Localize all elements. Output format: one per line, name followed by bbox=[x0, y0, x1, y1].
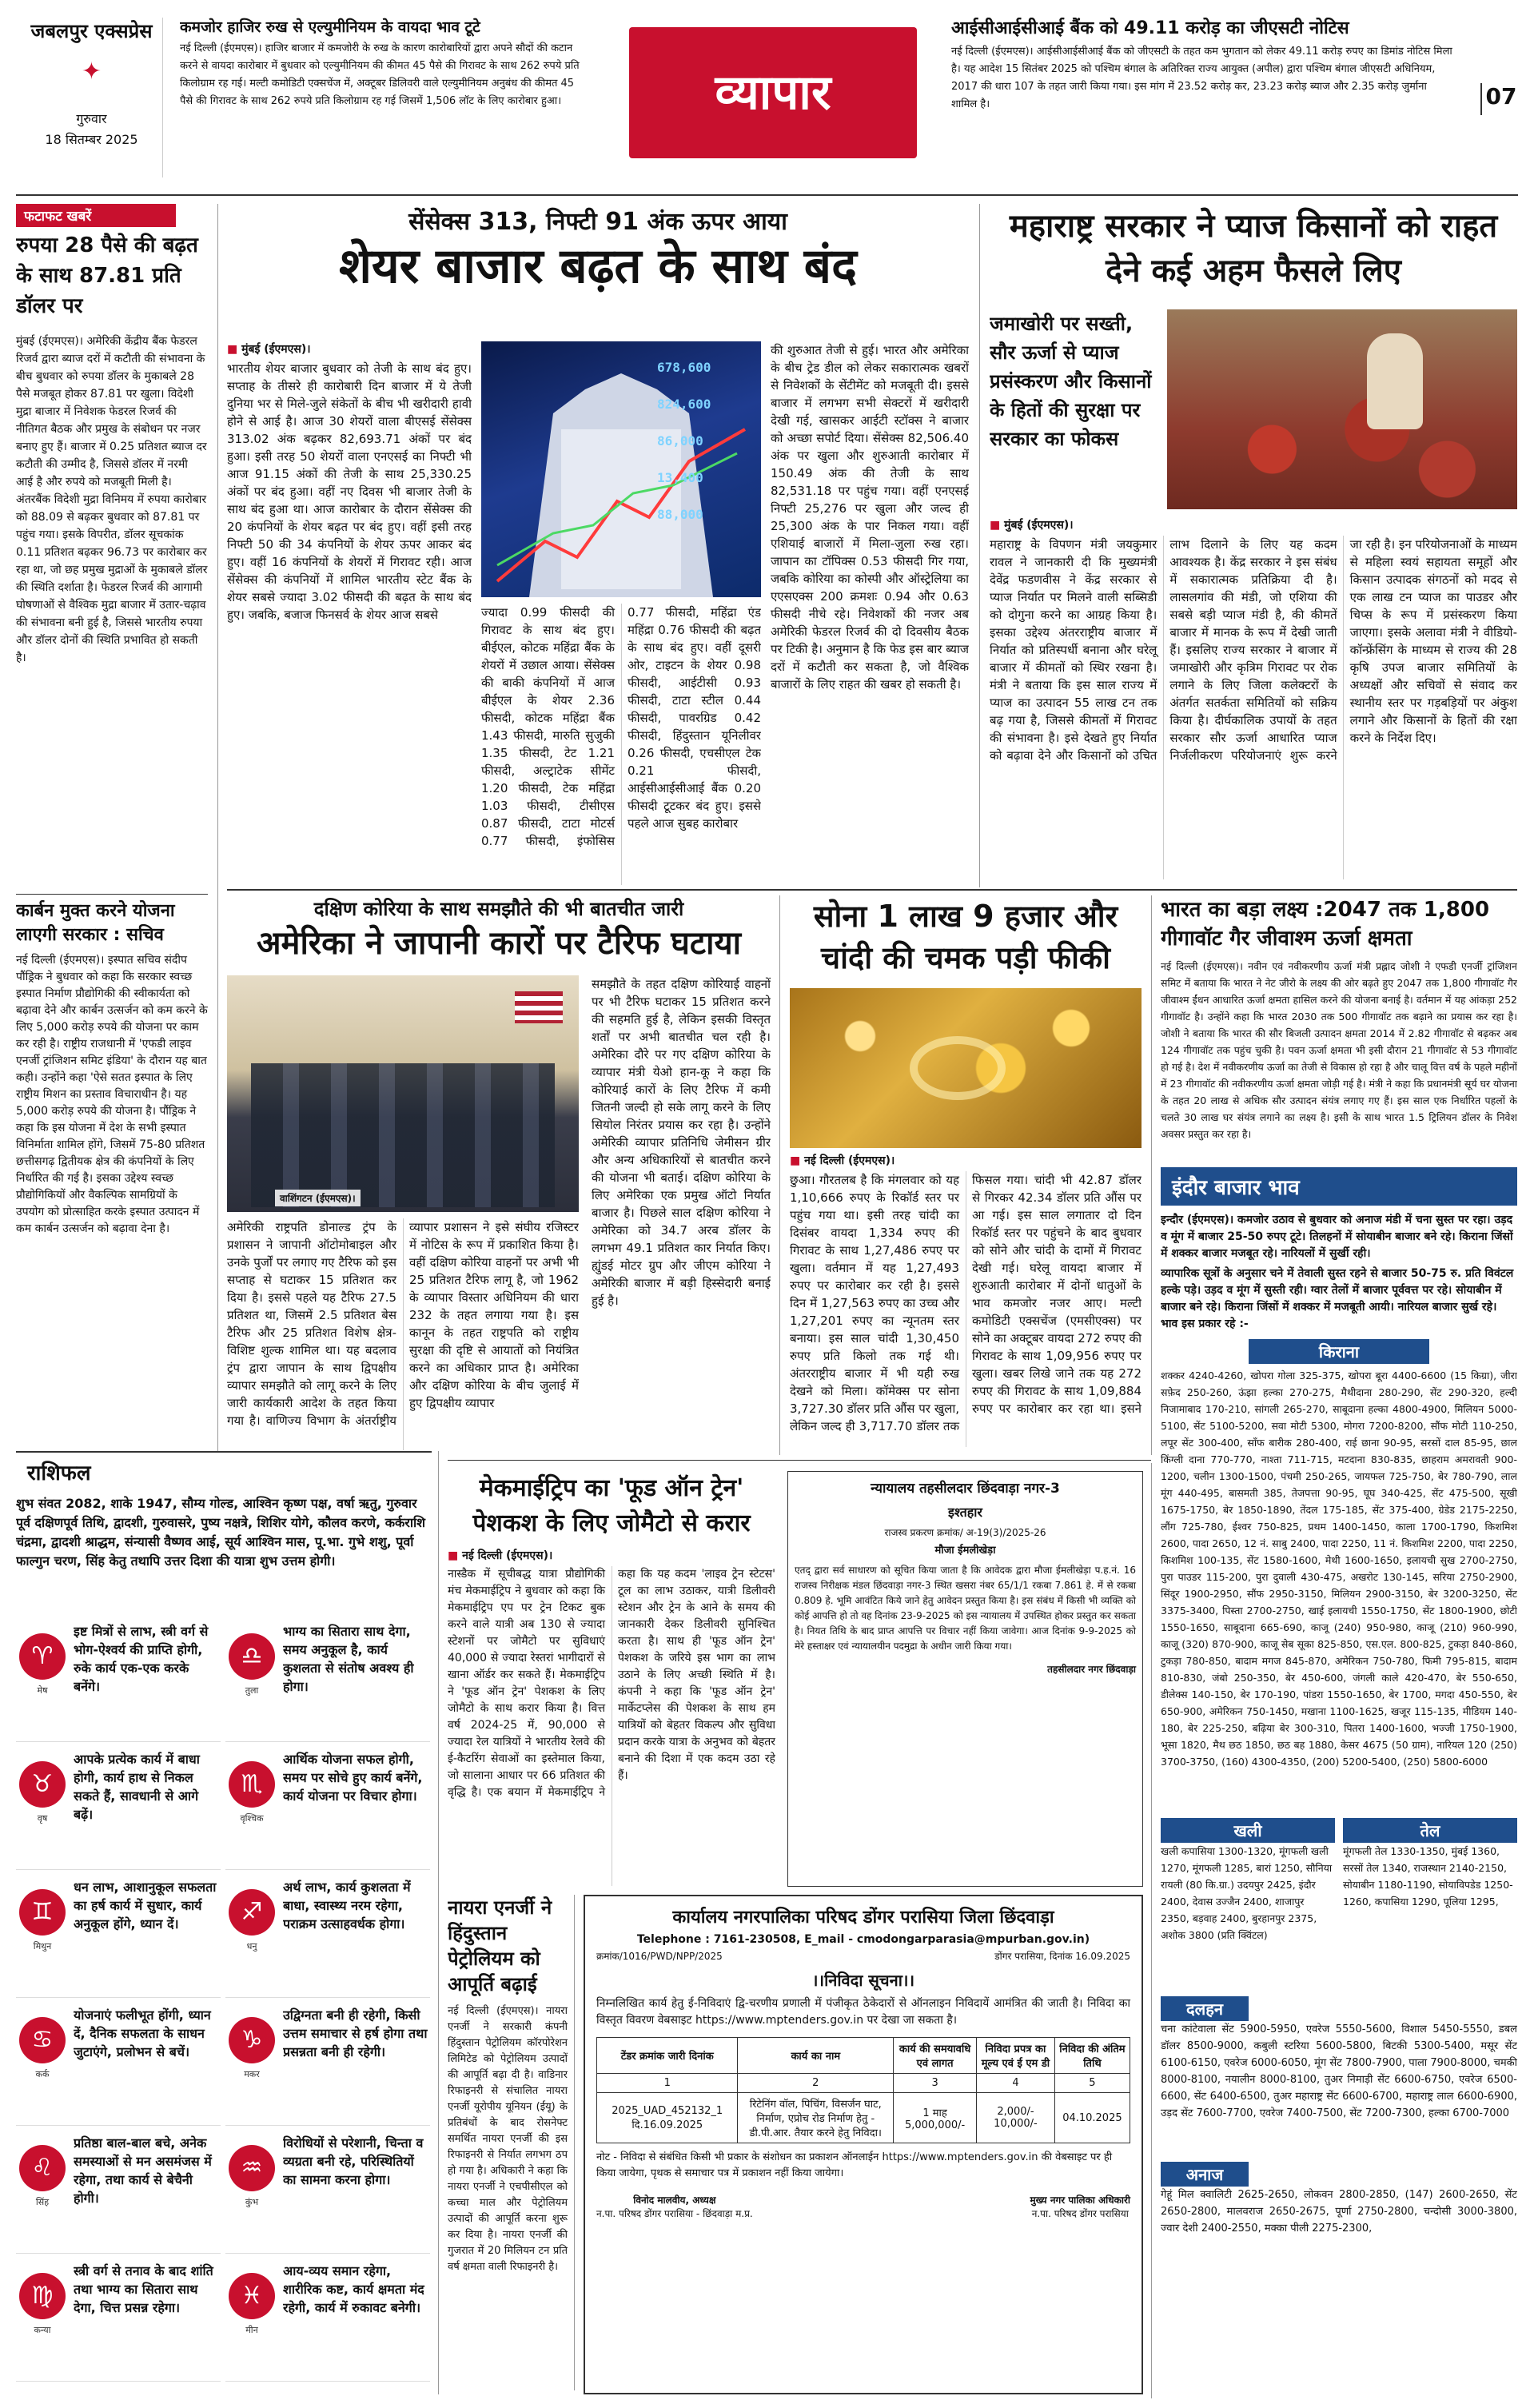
rashi-cell bbox=[225, 1875, 430, 1998]
dalhan-list: चना कांटेवाला सेंट 5900-5950, एवरेज 5550-5600, विशाल 5450-5550, डबल डॉलर 8500-9000, कबुली स्टरिया 5600-5800, बिटकी 5300-5400, मसूर सेंट 6100-6150, एवरेज 6000-6050, मूंग सेंट 7800-7900, पाला 7900-8000, चमकी 8000-8100, नयालीन 8000-8100, तुअर निमाड़ी सेंट 6600-6750, एवरेज 6500-6600, सेंट 6400-6500, तुअर महाराष्ट्र सेंट 6600-6700, महाराष्ट्र लाल 6600-6900, उड़द सेंट 7600-7700, एवरेज 7400-7500, सेंट 7200-7300, हल्का 6700-7000 bbox=[1161, 2023, 1517, 2119]
rashi-text: उद्विग्नता बनी ही रहेगी, किसी उत्तम समाचार से हर्ष होगा तथा प्रसन्नता बनी ही रहेगी। bbox=[283, 2007, 428, 2059]
tender-data-cell: 2,000/- 10,000/- bbox=[977, 2093, 1055, 2143]
rashi-name: मेष bbox=[37, 1685, 48, 1696]
zodiac-icon: ♎ bbox=[229, 1633, 275, 1680]
ticker-value: 13,400 bbox=[657, 470, 703, 485]
rashi-name: मिथुन bbox=[33, 1941, 52, 1952]
onion-headline: महाराष्ट्र सरकार ने प्याज किसानों को राहत देने कई अहम फैसले लिए bbox=[1009, 208, 1498, 289]
tel-title: तेल bbox=[1343, 1818, 1517, 1843]
rashi-text: अर्थ लाभ, कार्य कुशलता में बाधा, स्वास्थ्य नरम रहेगा, पराक्रम उत्साहवर्धक होगा। bbox=[283, 1880, 411, 1932]
rashi-text: इष्ट मित्रों से लाभ, स्त्री वर्ग से भोग-ऐश्वर्य की प्राप्ति होगी, रुके कार्य एक-एक करके बनेंगे। bbox=[74, 1624, 209, 1694]
gold-story bbox=[790, 895, 1142, 1455]
tender-notice bbox=[584, 1895, 1143, 2394]
mandi-title: इंदौर बाजार भाव bbox=[1161, 1167, 1517, 1206]
jewelry-icon bbox=[910, 1036, 1006, 1100]
rashi-text: धन लाभ, आशानुकूल सफलता का हर्ष कार्य में सुधार, कार्य अनुकूल होंगे, ध्यान दें। bbox=[74, 1880, 217, 1932]
zodiac-icon: ♋ bbox=[19, 2017, 66, 2063]
tender-sign-left-sub: न.पा. परिषद डोंगर परासिया - छिंदवाड़ा म.प्र. bbox=[596, 2208, 753, 2219]
rashi-text: विरोधियों से परेशानी, चिन्ता व व्यग्रता बनी रहे, परिस्थितियों का सामना करना होगा। bbox=[283, 2135, 424, 2187]
rashifal-intro: शुभ संवत 2082, शाके 1947, सौम्य गोल्ड, आश्विन कृष्ण पक्ष, वर्षा ऋतु, गुरुवार पूर्व दक्षिणपूर्व तिथि, द्वादशी, गुरुवासरे, पुष्य नक्षत्रे, शिशिर योगे, कौलव करणे, कर्कराशि चंद्रमा, द्वादशी श्राद्धम, संन्यासी वैष्णव आई, सूर्य आश्विन मास, पू.भा. गुभे शशु, पूर्वा फाल्गुन चरण, सिंह केतु तथापि उत्तर दिशा की यात्रा शुभ उत्तम होगी। bbox=[16, 1496, 425, 1569]
zodiac-icon: ♊ bbox=[19, 1889, 66, 1936]
ticker-value: 88,000 bbox=[657, 507, 703, 522]
nayara-headline: नायरा एनर्जी ने हिंदुस्तान पेट्रोलियम को आपूर्ति बढ़ाई bbox=[448, 1896, 552, 1995]
rashi-name: तुला bbox=[245, 1685, 259, 1696]
tender-data-cell: 04.10.2025 bbox=[1054, 2093, 1130, 2143]
rashi-cell bbox=[16, 1875, 221, 1998]
rashi-text: भाग्य का सितारा साथ देगा, समय अनुकूल है, कार्य कुशलता से संतोष अवश्य ही होगा। bbox=[283, 1624, 414, 1694]
tender-header-cell: निविदा प्रपत्र का मूल्य एवं ई एम डी bbox=[977, 2038, 1055, 2074]
tender-colnum-cell: 2 bbox=[738, 2074, 894, 2093]
rashi-text: आय-व्यय समान रहेगा, शारीरिक कष्ट, कार्य क्षमता मंद रहेगी, कार्य में रुकावट बनेगी। bbox=[283, 2263, 424, 2315]
zomato-body: नास्डैक में सूचीबद्ध यात्रा प्रौद्योगिकी मंच मेकमाईट्रिप ने बुधवार को कहा कि मेकमाईट्रिप एप पर ट्रेन टिकट बुक करने वाले यात्री अब 130 से ज्यादा स्टेशनों पर जोमैटो पर सुविधाएं 40,000 से ज्यादा रेस्तरां भागीदारों से खाना ऑर्डर कर सकते हैं। मेकमाईट्रिप ने 'फूड ऑन ट्रेन' पेशकश के लिए जोमैटो के साथ करार किया है। वित्त वर्ष 2024-25 में, 90,000 से ज्यादा रेल यात्रियों ने भारतीय रेलवे की ई-कैटरिंग सेवाओं का इस्तेमाल किया, जो सालाना आधार पर 66 प्रतिशत की वृद्धि है। एक बयान में मेकमाईट्रिप ने कहा कि यह कदम 'लाइव ट्रेन स्टेटस' टूल का लाभ उठाकर, यात्री डिलीवरी स्टेशन और ट्रेन के आने के समय की जानकारी देकर डिलीवरी सुनिश्चित करता है। साथ ही 'फूड ऑन ट्रेन' पेशकश के जरिये इस भाग का लाभ उठाने के लिए अच्छी स्थिति में है। कंपनी ने कहा कि 'फूड ऑन ट्रेन' मार्केटप्लेस की पेशकश के साथ हम यात्रियों को बेहतर विकल्प और सुविधा प्रदान करके यात्रा के अनुभव को बेहतर बनाने की दिशा में एक कदम उठा रहे हैं। bbox=[448, 1568, 775, 1799]
main-body-col3: की शुरुआत तेजी से हुई। भारत और अमेरिका के बीच ट्रेड डील को लेकर सकारात्मक खबरों से निवेशकों के सेंटीमेंट को मजबूती दी। इससे बाजार में लगभग सभी सेक्टरों में खरीदारी देखी गई, खासकर आईटी स्टॉक्स ने बाजार को अच्छा सपोर्ट दिया। सेंसेक्स 82,506.40 अंक पर खुला और शुरुआती कारोबार में 150.49 अंक की तेजी के साथ 82,531.18 पर पहुंच गया। वहीं एनएसई निफ्टी 25,276 पर खुला और जल्द ही 25,300 अंक के पार निकल गया। वहीं एशियाई बाजारों में मिला-जुला रुख रहा। जापान का टॉपिक्स 0.53 फीसदी गिर गया, जबकि कोरिया का कोस्पी और ऑस्ट्रेलिया का एएसएक्स 200 क्रमशः 0.94 और 0.63 फीसदी नीचे रहे। निवेशकों की नजर अब अमेरिकी फेडरल रिजर्व की दो दिवसीय बैठक पर टिकी है। अनुमान है कि फेड इस बार ब्याज दरों में कटौती कर सकता है, जो वैश्विक बाजारों के लिए राहत की खबर हो सकती है। bbox=[771, 343, 969, 692]
tender-header-cell: निविदा की अंतिम तिथि bbox=[1054, 2038, 1130, 2074]
tender-colnum-cell: 5 bbox=[1054, 2074, 1130, 2093]
tender-data-cell: 2025_UAD_452132_1 दि.16.09.2025 bbox=[597, 2093, 738, 2143]
ticker-value: 86,000 bbox=[657, 433, 703, 449]
rashi-name: वृश्चिक bbox=[240, 1813, 264, 1824]
tender-ref-date: डोंगर परासिया, दिनांक 16.09.2025 bbox=[994, 1951, 1130, 1962]
tender-intro: निम्नलिखित कार्य हेतु ई-निविदाएं द्वि-चरणीय प्रणाली में पंजीकृत ठेकेदारों से ऑनलाइन निविदायें आमंत्रित की जाती है। निविदा का विस्तृत विवरण वेबसाइट https://www.mptenders.gov.in पर देखा जा सकता है। bbox=[596, 1997, 1130, 2027]
rashi-name: मकर bbox=[244, 2069, 260, 2079]
carbon-headline: कार्बन मुक्त करने योजना लाएगी सरकार : सचिव bbox=[16, 901, 175, 945]
fatafat-headline: रुपया 28 पैसे की बढ़त के साथ 87.81 प्रति डॉलर पर bbox=[16, 233, 198, 318]
energy-headline: भारत का बड़ा लक्ष्य :2047 तक 1,800 गीगावॉट गैर जीवाश्म ऊर्जा क्षमता bbox=[1161, 898, 1490, 951]
zodiac-icon: ♌ bbox=[19, 2145, 66, 2191]
rashi-text: प्रतिष्ठा बाल-बाल बचे, अनेक समस्याओं से मन असमंजस में रहेगा, तथा कार्य से बेचैनी होगी। bbox=[74, 2135, 212, 2206]
japan-photo-caption: वाशिंगटन (ईएमएस)। bbox=[275, 1190, 361, 1206]
tehsil-notice bbox=[787, 1471, 1143, 1887]
main-headline: शेयर बाजार बढ़त के साथ बंद bbox=[339, 238, 857, 294]
japan-photo bbox=[227, 975, 579, 1212]
paper-logo bbox=[21, 18, 163, 177]
rashi-cell bbox=[225, 1747, 430, 1870]
main-body-col2: ज्यादा 0.99 फीसदी की गिरावट के साथ बंद हुए। बीईएल, कोटक महिंद्रा बैंक के शेयरों में उछाल आया। सेंसेक्स की बाकी कंपनियों में आज बीईएल के शेयर 2.36 फीसदी, कोटक महिंद्रा बैंक 1.43 फीसदी, मारुति सुजुकी 1.35 फीसदी, टेट 1.21 फीसदी, अल्ट्राटेक सीमेंट 1.20 फीसदी, टेक महिंद्रा 1.03 फीसदी, टीसीएस 0.87 फीसदी, टाटा मोटर्स 0.77 फीसदी, इंफोसिस 0.77 फीसदी, महिंद्रा एंड महिंद्रा 0.76 फीसदी की बढ़त के साथ बंद हुए। वहीं दूसरी ओर, टाइटन के शेयर 0.98 फीसदी, आईटीसी 0.93 फीसदी, टाटा स्टील 0.44 फीसदी, पावरग्रिड 0.42 फीसदी, हिंदुस्तान यूनिलीवर 0.26 फीसदी, एचसीएल टेक 0.21 फीसदी, आईसीआईसीआई बैंक 0.20 फीसदी टूटकर बंद हुए। इससे पहले आज सुबह कारोबार bbox=[481, 605, 761, 848]
people-group-icon bbox=[251, 1063, 555, 1207]
body: नई दिल्ली (ईएमएस)। आईसीआईसीआई बैंक को जीएसटी के तहत कम भुगतान को लेकर 49.11 करोड़ रुपए का डिमांड नोटिस मिला है। यह आदेश 15 सितंबर 2025 को पश्चिम बंगाल के अतिरिक्त राज्य आयुक्त (अपील) द्वारा पश्चिम बंगाल जीएसटी अधिनियम, 2017 की धारा 107 के तहत जारी किया गया। इस मांग में 23.52 करोड़ कर, 23.23 करोड़ ब्याज और 2.35 करोड़ जुर्माना शामिल है। bbox=[951, 46, 1452, 110]
tender-office: कार्यालय नगरपालिका परिषद डोंगर परासिया जिला छिंदवाड़ा bbox=[672, 1908, 1054, 1928]
rashi-cell bbox=[16, 2258, 221, 2382]
date: 18 सितम्बर 2025 bbox=[45, 132, 138, 147]
section-banner bbox=[629, 27, 917, 158]
tehsil-title: न्यायालय तहसीलदार छिंदवाड़ा नगर-3 bbox=[871, 1481, 1060, 1497]
rashi-name: कुंभ bbox=[245, 2197, 259, 2207]
tender-header-cell: कार्य का नाम bbox=[738, 2038, 894, 2074]
rashi-name: धनु bbox=[246, 1941, 257, 1952]
rashi-cell bbox=[16, 2003, 221, 2126]
gold-dateline: ■ नई दिल्ली (ईएमएस)। bbox=[790, 1153, 1142, 1168]
rashi-text: स्त्री वर्ग से तनाव के बाद शांति तथा भाग्य का सितारा साथ देगा, चित्त प्रसन्न रहेगा। bbox=[74, 2263, 213, 2315]
zodiac-icon: ♐ bbox=[229, 1889, 275, 1936]
onion-photo bbox=[1167, 309, 1517, 509]
zodiac-icon: ♓ bbox=[229, 2273, 275, 2319]
tender-header-cell: टेंडर क्रमांक जारी दिनांक bbox=[597, 2038, 738, 2074]
khali-title: खली bbox=[1161, 1818, 1335, 1843]
main-photo bbox=[481, 341, 761, 597]
flag-icon bbox=[515, 991, 563, 1023]
tender-sign-right-sub: न.पा. परिषद डोंगर परासिया bbox=[1031, 2208, 1129, 2219]
rashi-text: आर्थिक योजना सफल होगी, समय पर सोचे हुए कार्य बनेंगे, कार्य योजना पर विचार होगा। bbox=[283, 1752, 423, 1804]
paper-name: जबलपुर एक्सप्रेस bbox=[30, 20, 153, 42]
carbon-section bbox=[16, 899, 208, 1451]
tender-table bbox=[596, 2037, 1130, 2143]
headline: आईसीआईसीआई बैंक को 49.11 करोड़ का जीएसटी नोटिस bbox=[951, 18, 1349, 38]
rashi-cell bbox=[225, 2258, 430, 2382]
tender-header-cell: कार्य की समयावधि एवं लागत bbox=[894, 2038, 977, 2074]
zodiac-icon: ♈ bbox=[19, 1633, 66, 1680]
gold-headline: सोना 1 लाख 9 हजार और चांदी की चमक पड़ी फीकी bbox=[813, 899, 1118, 975]
japan-body-col1: समझौते के तहत दक्षिण कोरियाई वाहनों पर भी टैरिफ घटाकर 15 प्रतिशत करने की सहमति हुई है, लेकिन इसकी विस्तृत शर्तों पर अभी बातचीत चल रही है। अमेरिका दौरे पर गए दक्षिण कोरिया के व्यापार मंत्री येओ हान-कू ने कहा कि कोरियाई कारों के लिए टैरिफ में कमी जितनी जल्दी हो सके लागू करने के लिए सियोल निरंतर प्रयास कर रहा है। उन्होंने अमेरिकी व्यापार प्रतिनिधि जेमीसन ग्रीर और अन्य अधिकारियों से बातचीत करने की योजना भी बताई। दक्षिण कोरिया के लिए अमेरिका एक प्रमुख ऑटो निर्यात बाजार है। पिछले साल दक्षिण कोरिया ने अमेरिका को 34.7 अरब डॉलर के लगभग 49.1 प्रतिशत कार निर्यात किए। ह्युंडई मोटर ग्रुप और जीएम कोरिया ने अमेरिकी बाजार में बड़ी हिस्सेदारी बनाई हुई है। bbox=[592, 977, 771, 1308]
headline: कमजोर हाजिर रुख से एल्युमीनियम के वायदा भाव टूटे bbox=[180, 18, 480, 36]
rashi-name: मीन bbox=[245, 2325, 258, 2335]
rashi-cell bbox=[16, 1747, 221, 1870]
rashifal-section bbox=[16, 1451, 432, 2394]
rashifal-title: राशिफल bbox=[16, 1451, 432, 1491]
fatafat-section bbox=[16, 204, 208, 883]
onion-subhead bbox=[990, 309, 1157, 509]
masthead bbox=[0, 0, 1534, 192]
japan-headline: अमेरिका ने जापानी कारों पर टैरिफ घटाया bbox=[256, 925, 742, 962]
body: नई दिल्ली (ईएमएस)। हाजिर बाजार में कमजोरी के रुख के कारण कारोबारियों द्वारा अपने सौदों की कटान करने से वायदा कारोबार में बुधवार को एल्युमीनियम की कीमत 45 पैसे की गिरावट के साथ 262 रुपये प्रति किलोग्राम रह गई। मल्टी कमोडिटी एक्सचेंज में, अक्टूबर डिलिवरी वाले एल्युमीनियम अनुबंध की कीमत 45 पैसे की गिरावट के साथ 262 रुपये प्रति किलोग्राम रह गई जिसमें 1,506 लॉट के लिए कारोबार हुआ। bbox=[180, 42, 580, 107]
fatafat-body: मुंबई (ईएमएस)। अमेरिकी केंद्रीय बैंक फेडरल रिजर्व द्वारा ब्याज दरों में कटौती की संभावना के बीच बुधवार को रुपया डॉलर के मुकाबले 28 पैसे मजबूत होकर 87.81 पर खुला। विदेशी मुद्रा बाजार में निवेशक फेडरल रिजर्व की नीतिगत बैठक और प्रमुख के संबोधन पर नजर बनाए हुए हैं। बाजार में 0.25 प्रतिशत ब्याज दर कटौती की उम्मीद है, जिससे डॉलर में नरमी आई है और रुपये को मजबूती मिली है। अंतरबैंक विदेशी मुद्रा विनिमय में रुपया कारोबार को 88.09 से बढ़कर बुधवार को 87.81 पर पहुंच गया। इसके विपरीत, डॉलर सूचकांक 0.11 प्रतिशत बढ़कर 96.73 पर कारोबार कर रहा था, जो छह प्रमुख मुद्राओं के मुकाबले डॉलर की स्थिति दर्शाता है। फेडरल रिजर्व की आगामी घोषणाओं से वैश्विक मुद्रा बाजार में उतार-चढ़ाव की संभावना बनी हुई है, जिससे भारतीय रुपया और डॉलर दोनों की स्थिति प्रभावित हो सकती है। bbox=[16, 335, 208, 664]
mandi-section bbox=[1161, 1167, 1517, 2398]
tender-ref-no: क्रमांक/1016/PWD/NPP/2025 bbox=[596, 1951, 723, 1962]
main-kicker: सेंसेक्स 313, निफ्टी 91 अंक ऊपर आया bbox=[408, 208, 787, 236]
onion-story bbox=[990, 204, 1517, 887]
nayara-body: नई दिल्ली (ईएमएस)। नायरा एनर्जी ने सरकारी कंपनी हिंदुस्तान पेट्रोलियम कॉरपोरेशन लिमिटेड को पेट्रोलियम उत्पादों की आपूर्ति बढ़ा दी है। वाडिनार रिफाइनरी से संचालित नायरा एनर्जी यूरोपीय यूनियन (ईयू) के प्रतिबंधों के बाद रोसनेफ्ट समर्थित नायरा एनर्जी की इस रिफाइनरी से निर्यात लगभग ठप हो गया है। अधिकारी ने कहा कि नायरा एनर्जी ने एचपीसीएल को कच्चा माल और पेट्रोलियम उत्पादों की आपूर्ति करना शुरू कर दिया है। नायरा एनर्जी की गुजरात में 20 मिलियन टन प्रति वर्ष क्षमता वाली रिफाइनरी है। bbox=[448, 2005, 568, 2273]
rashi-text: योजनाएं फलीभूत होंगी, ध्यान दें, दैनिक सफलता के साधन जुटाएंगे, प्रलोभन से बचें। bbox=[74, 2007, 211, 2059]
main-body-right bbox=[771, 341, 969, 885]
rashi-name: वृष bbox=[37, 1813, 48, 1824]
carbon-body: नई दिल्ली (ईएमएस)। इस्पात सचिव संदीप पौंड्रिक ने बुधवार को कहा कि सरकार स्वच्छ इस्पात निर्माण प्रौद्योगिकी की स्वीकार्यता को बढ़ावा देने और कार्बन उत्सर्जन को कम करने के लिए 5,000 करोड़ रुपये की योजना पर काम कर रही है। राष्ट्रीय राजधानी में 'एफडी लाइव एनर्जी ट्रांजिशन समिट इंडिया' के दौरान यह बात कही। उन्होंने कहा 'ऐसे सतत इस्पात के लिए राष्ट्रीय मिशन का प्रस्ताव विचाराधीन है। यह 5,000 करोड़ रुपये की योजना है। पौंड्रिक ने कहा कि इस योजना में देश के सभी इस्पात विनिर्माता शामिल होंगे, जिसमें 75-80 प्रतिशत छत्तीसगढ़ द्वितीयक क्षेत्र की कंपनियों के लिए निर्धारित की गई है। इसका उद्देश्य स्वच्छ प्रौद्योगिकियों और वैकल्पिक सामग्रियों के उपयोग को प्रोत्साहित करके इस्पात उत्पादन में कम कार्बन उत्सर्जन को बढ़ावा देना है। bbox=[16, 954, 208, 1235]
onion-body: महाराष्ट्र के विपणन मंत्री जयकुमार रावल ने जानकारी दी कि मुख्यमंत्री देवेंद्र फडणवीस ने केंद्र सरकार से प्याज निर्यात पर मिलने वाली सब्सिडी को दोगुना करने का आग्रह किया है। इसका उद्देश्य अंतरराष्ट्रीय बाजार में निर्यात को प्रतिस्पर्धी बनाना और घरेलू बाजार में कीमतों को स्थिर रखना है। मंत्री ने बताया कि इस साल राज्य में प्याज का उत्पादन 55 लाख टन तक बढ़ गया है, जिससे कीमतों में गिरावट की संभावना है। इसे देखते हुए निर्यात को बढ़ावा देने और किसानों को उचित लाभ दिलाने के लिए यह कदम आवश्यक है। केंद्र सरकार ने इस संबंध में सकारात्मक प्रतिक्रिया दी है। लासलगांव की मंडी, जो एशिया की सबसे बड़ी प्याज मंडी है, की कीमतें बाजार में मानक के रूप में देखी जाती हैं। इसलिए राज्य सरकार ने बाजार में जमाखोरी और कृत्रिम गिरावट पर रोक लगाने के लिए जिला कलेक्टरों के अंतर्गत सतर्कता समितियों को सक्रिय किया है। दीर्घकालिक उपायों के तहत सरकार सौर ऊर्जा आधारित प्याज निर्जलीकरण परियोजनाएं शुरू करने जा रही है। इन परियोजनाओं के माध्यम से महिला स्वयं सहायता समूहों और किसान उत्पादक संगठनों को मदद से एक लाख टन प्याज का पाउडर और चिप्स के रूप में प्रसंस्करण किया जाएगा। इसके अलावा मंत्री ने वीडियो-कॉन्फ्रेंसिंग के माध्यम से राज्य की 28 कृषि उपज बाजार समितियों के अध्यक्षों और सचिवों से संवाद कर स्थानीय स्तर पर गड़बड़ियों पर अंकुश लगाने और किसानों के हितों की रक्षा करने के निर्देश दिए। bbox=[990, 537, 1517, 763]
main-body-col1: भारतीय शेयर बाजार बुधवार को तेजी के साथ बंद हुए। सप्ताह के तीसरे ही कारोबारी दिन बाजार में ये तेजी दुनिया भर से मिले-जुले संकेतों के बीच भी खरीदारी हावी होने से आई है। आज 30 शेयरों वाला बीएसई सेंसेक्स 313.02 अंक बढ़कर 82,693.71 अंकों पर बंद हुआ। इसी तरह 50 शेयरों वाला एनएसई का निफ्टी भी आज 91.15 अंकों की तेजी के साथ 25,330.25 अंकों पर बंद हुआ। वहीं नए दिवस भी बाजार तेजी के साथ बंद हुआ था। आज कारोबार के दौरान सेंसेक्स की 20 कंपनियों के शेयर बढ़त पर बंद हुए। वहीं इसी तरह निफ्टी 50 की 34 कंपनियों के शेयर ऊपर आकर बंद हुए। वहीं 16 कंपनियों के शेयरों में गिरावट रही। आज सेंसेक्स की कंपनियों में शामिल भारतीय स्टेट बैंक के शेयर सबसे ज्यादा 3.02 फीसदी की बढ़त के साथ बंद हुए। जबकि, बजाज फिनसर्व के शेयर आज सबसे bbox=[227, 361, 472, 622]
rashi-name: कर्क bbox=[35, 2069, 50, 2079]
anaj-title: अनाज bbox=[1161, 2162, 1249, 2187]
rashi-cell bbox=[225, 1619, 430, 1742]
tender-contact: Telephone : 7161-230508, E_mail - cmodongarparasia@mpurban.gov.in) bbox=[636, 1933, 1090, 1946]
zodiac-icon: ♉ bbox=[19, 1761, 66, 1808]
tender-sign-right: मुख्य नगर पालिका अधिकारी bbox=[1030, 2195, 1130, 2206]
khali-list: खली कपासिया 1300-1320, मूंगफली खली 1270, मूंगफली 1285, बारां 1250, सौनिया रायली (80 कि.ग्रा.) उदयपुर 2425, इंदौर 2400, देवास उज्जैन 2400, शाजापुर 2350, बड़वाह 2400, बुरहानपुर 2375, अशोक 3800 (प्रति क्विंटल) bbox=[1161, 1845, 1333, 1941]
mandi-intro2: व्यापारिक सूत्रों के अनुसार चने में तेवाली सुस्त रहने से बाजार 50-75 रु. प्रति विवंटल हल्के पड़े। उड़द व मूंग में सुस्ती रही। ग्वार तेलों में बाजार पूर्ववत्त पर रहे। सोयाबीन में बाजार बने रहे। किराना जिंसों में शक्कर में मजबूती आयी। नारियल बाजार सुर्ख रहे। भाव इस प्रकार रहे :- bbox=[1161, 1267, 1514, 1330]
energy-story bbox=[1161, 895, 1517, 1159]
page-number: 07 bbox=[1480, 83, 1520, 115]
zomato-headline: मेकमाईट्रिप का 'फूड ऑन ट्रेन' पेशकश के लिए जोमैटो से करार bbox=[472, 1474, 751, 1537]
tender-title: ।।निविदा सूचना।। bbox=[811, 1971, 915, 1990]
fatafat-label: फटाफट खबरें bbox=[16, 204, 176, 227]
zodiac-icon: ♑ bbox=[229, 2017, 275, 2063]
japan-kicker: दक्षिण कोरिया के साथ समझौते की भी बातचीत जारी bbox=[313, 898, 684, 920]
gold-body: छुआ। गौरतलब है कि मंगलवार को यह 1,10,666 रुपए के रिकॉर्ड स्तर पर पहुंच गया था। इसी तरह चांदी का दिसंबर वायदा 1,334 रुपए की गिरावट के साथ 1,27,486 रुपए पर खुला। वर्तमान में यह 1,27,493 रुपए पर कारोबार कर रही है। इससे दिन में 1,27,563 रुपए का उच्च और 1,27,201 रुपए का न्यूनतम स्तर बनाया। इस साल चांदी 1,30,450 रुपए प्रति किलो तक गई थी। अंतरराष्ट्रीय बाजार में भी यही रुख देखने को मिला। कॉमेक्स पर सोना 3,727.30 डॉलर प्रति औंस पर खुला, लेकिन जल्द ही 3,717.70 डॉलर तक फिसल गया। चांदी भी 42.87 डॉलर से गिरकर 42.34 डॉलर प्रति औंस पर आ गई। इस साल लगातार दो दिन रिकॉर्ड स्तर पर पहुंचने के बाद बुधवार को सोने और चांदी के दामों में गिरावट देखी गई। घरेलू वायदा बाजार में शुरुआती कारोबार में दोनों धातुओं के भाव कमजोर नजर आए। मल्टी कमोडिटी एक्सचेंज (एमसीएक्स) पर सोने का अक्टूबर वायदा 272 रुपए की गिरावट के साथ 1,09,956 रुपए पर खुला। खबर लिखे जाने तक यह 272 रुपए की गिरावट के साथ 1,09,884 रुपए पर कारोबार कर रहा था। इसने bbox=[790, 1173, 1142, 1433]
main-dateline: ■ मुंबई (ईएमएस)। bbox=[227, 341, 472, 357]
rashi-cell bbox=[225, 2003, 430, 2126]
rashi-name: कन्या bbox=[34, 2325, 51, 2335]
farmer-figure-icon bbox=[1367, 333, 1423, 429]
logo-emblem-icon: ✦ bbox=[81, 58, 102, 86]
tehsil-subtitle: इश्तहार bbox=[948, 1505, 982, 1520]
rashi-name: सिंह bbox=[35, 2197, 50, 2207]
tehsil-signatory: तहसीलदार नगर छिंदवाड़ा bbox=[1047, 1664, 1136, 1675]
japan-story bbox=[227, 895, 771, 1455]
gold-photo bbox=[790, 988, 1142, 1148]
subhead-text: जमाखोरी पर सख्ती, सौर ऊर्जा से प्याज प्रसंस्करण और किसानों के हितों की सुरक्षा पर सरकार का फोकस bbox=[990, 313, 1152, 450]
tehsil-village: मौजा ईमलीखेड़ा bbox=[934, 1545, 996, 1557]
tender-data-cell: 1 माह 5,000,000/- bbox=[894, 2093, 977, 2143]
tehsil-ref: राजस्व प्रकरण क्रमांक/ अ-19(3)/2025-26 bbox=[884, 1527, 1046, 1538]
anaj-list: गेहूं मिल क्वालिटी 2625-2650, लोकवन 2800-2850, (147) 2600-2650, सेंट 2650-2800, मालवराज 2650-2675, पूर्णा 2750-2800, चन्दोसी 3000-3800, ज्वार देशी 2400-2550, मक्का पीली 2275-2300, bbox=[1161, 2189, 1517, 2235]
tender-data-cell: रिटेनिंग वॉल, पिचिंग, विसर्जन घाट, निर्माण, एप्रोच रोड निर्माण हेतु - डी.पी.आर. तैयार करने हेतु निविदा। bbox=[738, 2093, 894, 2143]
rashifal-grid bbox=[16, 1619, 432, 2386]
zomato-dateline: ■ नई दिल्ली (ईएमएस)। bbox=[448, 1548, 775, 1563]
main-body-under-photo bbox=[481, 604, 761, 885]
onion-dateline: ■ मुंबई (ईएमएस)। bbox=[990, 517, 1517, 532]
zodiac-icon: ♒ bbox=[229, 2145, 275, 2191]
zodiac-icon: ♍ bbox=[19, 2273, 66, 2319]
rashi-text: आपके प्रत्येक कार्य में बाधा होगी, कार्य हाथ से निकल सकते हैं, सावधानी से आगे बढ़ें। bbox=[74, 1752, 200, 1822]
photo-ticker bbox=[657, 349, 757, 533]
japan-body-col0: अमेरिकी राष्ट्रपति डोनाल्ड ट्रंप के प्रशासन ने जापानी ऑटोमोबाइल और उनके पुर्जों पर लगाए गए टैरिफ को इस सप्ताह से घटाकर 15 प्रतिशत कर दिया है। इससे पहले यह टैरिफ 27.5 प्रतिशत था, जिसमें 2.5 प्रतिशत बेस टैरिफ और 25 प्रतिशत विशेष क्षेत्र-विशिष्ट शुल्क शामिल था। यह बदलाव ट्रंप द्वारा जापान के साथ द्विपक्षीय व्यापार समझौते को लागू करने के लिए जारी कार्यकारी आदेश के तहत किया गया है। वाणिज्य विभाग के अंतर्राष्ट्रीय व्यापार प्रशासन ने इसे संघीय रजिस्टर में नोटिस के रूप में प्रकाशित किया है। वहीं दक्षिण कोरिया वाहनों पर अभी भी 25 प्रतिशत टैरिफ लागू है, जो 1962 के व्यापार विस्तार अधिनियम की धारा 232 के तहत लगाया गया है। इस कानून के तहत राष्ट्रपति को राष्ट्रीय सुरक्षा की दृष्टि से आयातों को नियंत्रित करने का अधिकार प्राप्त है। अमेरिका और दक्षिण कोरिया के बीच जुलाई में हुए द्विपक्षीय व्यापार bbox=[227, 1220, 579, 1428]
rashi-cell bbox=[16, 2131, 221, 2254]
kirana-list: शक्कर 4240-4260, खोपरा गोला 325-375, खोपरा बूरा 4400-6600 (15 किग्रा), जीरा सफ़ेद 250-260, ऊंझा हल्का 270-275, मैथीदाना 280-290, सेंट 290-320, हल्दी निजामाबाद 170-210, सांगली 265-270, साबूदाना हल्का 4800-4900, मिलियन 5000-5100, सेंट 5100-5200, सवा मोटी 5300, मोगरा 7200-8200, सौंफ मोटी 110-250, लपूर सेंट 300-400, साँफ बारीक 280-400, राई छाना 90-95, सरसों दाल 85-95, छाल किंग्ली दाना 770-770, नाश्ता 711-715, मटदाना 830-835, छाहराम अमरावती 900-1200, चलीन 1300-1500, पंचमी 250-265, जायफल 725-750, बेर 780-790, लाल मूंग 440-495, बासमती 385, तेजपत्ता 90-95, घूघ 340-425, सेंट 475-500, सूखी 1675-1750, बेर 1850-1890, तेंदल 175-185, सेंट 375-400, ग्रेडेड 2175-2250, लौंग 725-780, ईश्वर 750-825, प्रथम 1400-1450, काला 1700-1790, किशमिश 2600, पादा 2650, 12 नं. साबु 2400, पादा 2250, 11 नं. किशमिश 2200, पादा 2250, किशमिश 100-135, सेंट 1580-1600, मेथी 1600-1650, इलायची सुख 2700-2750, पुरा पाउडर 115-200, पुरा दुवाली 430-475, अखरोट 130-145, सरिया 2750-2900, सिंदूर 1900-2950, सौंफ 2950-3150, मिलियन 2900-3150, बेर 3200-3250, सेंट 3375-3400, पिस्ता 2700-2750, खाई इलायची 1550-1750, सेंट 1800-1900, छोटी 1550-1650, साबूदाना 665-690, काजू (240) 950-980, काजू (210) 960-990, काजू (320) 870-900, काजू सेब सूका 825-850, एस.एल. 800-825, टुकड़ा 840-860, टुकड़ा 780-850, बादाम मगज 845-870, अमेरिकन 750-780, फिमी 795-815, बादाम 810-830, जंबो 250-350, बेर 450-600, जंगली काले 420-470, बेर 550-650, डीलेक्स 140-150, बेर 170-190, पांडरा 1550-1650, बेर 1700, मगदा 450-550, बेर 650-900, अमेरिकन 750-1450, मखाना 1100-1625, खजूर 115-135, मीडियम 140-180, बेर 225-250, बढ़िया बेर 300-310, पितरा 1400-1600, भज्जी 1750-1900, भूसा 1820, मैथ छठ 1850, छठ बह 1880, केसर 4675 (50 ग्राम), नारियल 120 (250) 3700-3750, (160) 4300-4350, (200) 5200-5400, (250) 5800-6000 bbox=[1161, 1369, 1517, 1768]
ticker-value: 678,600 bbox=[657, 360, 711, 375]
ticker-value: 824,600 bbox=[657, 397, 711, 412]
zodiac-icon: ♏ bbox=[229, 1761, 275, 1808]
rashi-cell bbox=[16, 1619, 221, 1742]
energy-body: नई दिल्ली (ईएमएस)। नवीन एवं नवीकरणीय ऊर्जा मंत्री प्रह्लाद जोशी ने एफडी एनर्जी ट्रांजिशन समिट में बताया कि भारत ने नेट जीरो के लक्ष्य की ओर बढ़ते हुए 2047 तक 1,800 गीगावॉट गैर जीवाश्म ईंधन आधारित ऊर्जा क्षमता हासिल करने की योजना बनाई है। वर्तमान में यह आंकड़ा 252 गीगावॉट है। उन्होंने कहा कि भारत 2030 तक 500 गीगावॉट तक बढ़ाने का प्रयास कर रहा है। जोशी ने बताया कि भारत की सौर बिजली उत्पादन क्षमता 2014 में 2.82 गीगावॉट से बढ़कर अब 124 गीगावॉट तक पहुंच चुकी है। पवन ऊर्जा क्षमता भी इसी दौरान 21 गीगावॉट से 53 गीगावॉट हो गई है। देश में नवीकरणीय ऊर्जा का तेजी से विकास हो रहा है और चालू वित्त वर्ष के पहले महीनों में 23 गीगावॉट की नवीकरणीय ऊर्जा क्षमता जोड़ी गई है। मंत्री ने कहा कि प्रधानमंत्री सूर्य घर योजना के तहत 20 लाख से अधिक सौर उत्पादन संयंत्र लगाए गए हैं। इस साल एक निर्धारित पहलों के चलते 30 लाख घर संयंत्र लगाने का लक्ष्य है। इसी के साथ भारत 1.5 ट्रिलियन डॉलर के निवेश अवसर प्रस्तुत कर रहा है। bbox=[1161, 960, 1517, 1140]
nayara-story bbox=[448, 1895, 568, 2390]
mandi-intro: इन्दौर (ईएमएस)। कमजोर उठाव से बुधवार को अनाज मंडी में चना सुस्त पर रहा। उड़द व मूंग में बाजार 25-50 रुपए टूटे। तिलहनों में सोयाबीन बाजार बने रहे। किराना जिंसों में शक्कर बाजार मजबूत रहे। नारियलों में सुर्खी रही। bbox=[1161, 1214, 1513, 1260]
zomato-story bbox=[448, 1471, 775, 1895]
tehsil-body: एतद् द्वारा सर्व साधारण को सूचित किया जाता है कि आवेदक द्वारा मौजा ईमलीखेड़ा प.ह.नं. 16 राजस्व निरीक्षक मंडल छिंदवाड़ा नगर-3 स्थित खसरा नंबर 65/1/1 रकबा 7.861 हे. में से रकबा 0.809 हे. भूमि आवंटित किये जाने हेतु आवेदन प्रस्तुत किया है। इस संबंध में किसी भी व्यक्ति को कोई आपत्ति हो तो वह दिनांक 23-9-2025 को इस न्यायालय में उपस्थित होकर प्रस्तुत कर सकता है। नियत तिथि के बाद प्राप्त आपत्ति पर विचार नहीं किया जावेगा। आज दिनांक 9-9-2025 को मेरे हस्ताक्षर एवं न्यायालयीन पदमुद्रा के अधीन जारी किया गया। bbox=[795, 1565, 1136, 1652]
top-left-story bbox=[180, 18, 580, 177]
section-title: व्यापार bbox=[715, 65, 831, 121]
rashi-cell bbox=[225, 2131, 430, 2254]
tender-colnum-cell: 3 bbox=[894, 2074, 977, 2093]
main-story bbox=[227, 204, 969, 887]
day: गुरुवार bbox=[76, 111, 107, 126]
tender-sign-left: विनोद मालवीय, अध्यक्ष bbox=[633, 2195, 716, 2206]
tender-note: नोट - निविदा से संबंधित किसी भी प्रकार के संशोधन का प्रकाशन ऑनलाईन https://www.mptenders.gov.in की वेबसाइट पर ही किया जायेगा, पृथक से समाचार पत्र में प्रकाशन नहीं किया जायेगा। bbox=[596, 2151, 1113, 2179]
kirana-title: किराना bbox=[1249, 1339, 1429, 1364]
tender-colnum-cell: 1 bbox=[597, 2074, 738, 2093]
tender-colnum-cell: 4 bbox=[977, 2074, 1055, 2093]
tel-list: मूंगफली तेल 1330-1350, मुंबई 1360, सरसों तेल 1340, राजस्थान 2140-2150, सोयाबीन 1180-1190, सोयाविपडेड 1250-1260, कपासिया 1290, पूलिया 1295, bbox=[1343, 1845, 1513, 1908]
dalhan-title: दलहन bbox=[1161, 1996, 1249, 2021]
top-right-story bbox=[951, 18, 1455, 177]
